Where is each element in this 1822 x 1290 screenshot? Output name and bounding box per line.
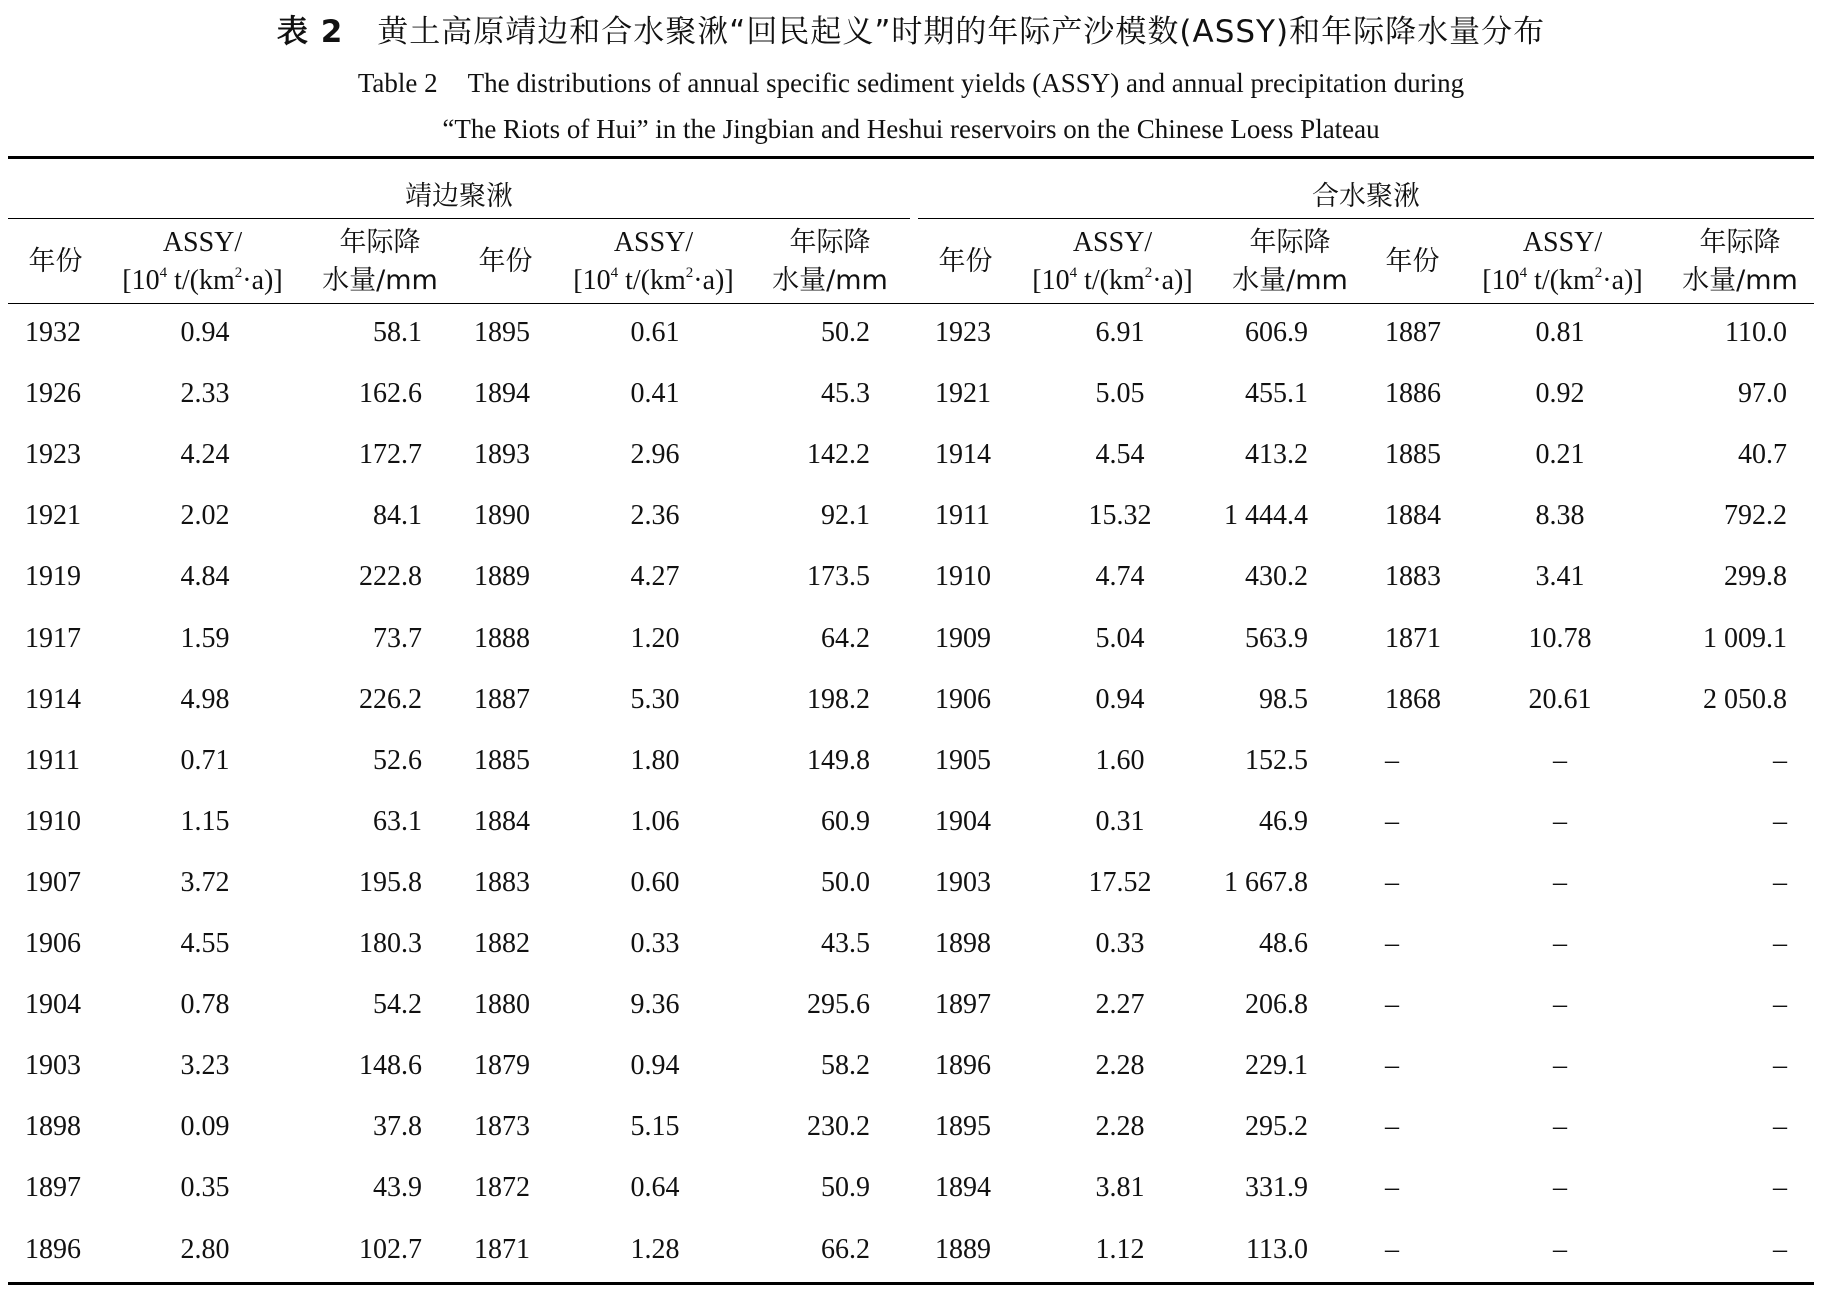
table-cell: – xyxy=(1773,1111,1787,1143)
table-cell: 331.9 xyxy=(1245,1172,1308,1204)
assy-unit-b: t/(km xyxy=(618,265,686,296)
table-cell: 3.72 xyxy=(180,866,230,898)
table-cell: 2.33 xyxy=(180,378,230,410)
table-cell: 4.74 xyxy=(1095,561,1145,593)
table-cell: 2.28 xyxy=(1095,1111,1145,1143)
table-cell: 20.61 xyxy=(1528,683,1592,715)
table-cell: 5.30 xyxy=(630,683,680,715)
assy-label-line1: ASSY/ xyxy=(162,227,243,258)
table-cell: 1873 xyxy=(474,1111,530,1143)
table-cell: 1906 xyxy=(935,683,991,715)
table-cell: 1904 xyxy=(935,805,991,837)
col-header-assy-2 xyxy=(556,222,751,302)
assy-unit-a: [10 xyxy=(573,265,611,296)
table-cell: – xyxy=(1553,989,1567,1021)
table-cell: 0.94 xyxy=(180,317,230,348)
table-cell: 58.1 xyxy=(373,317,422,348)
precip-label-line1: 年际降 xyxy=(339,227,421,258)
table-cell: 9.36 xyxy=(630,989,680,1021)
table-row xyxy=(0,974,1822,1035)
bottom-rule xyxy=(8,1282,1814,1285)
table-cell: – xyxy=(1553,805,1567,837)
table-cell: 606.9 xyxy=(1245,317,1308,348)
table-cell: 1914 xyxy=(25,683,81,715)
table-cell: 1.12 xyxy=(1095,1233,1145,1265)
assy-unit-sup2: 2 xyxy=(234,265,243,281)
table-cell: 2.96 xyxy=(630,439,680,471)
table-title-english-line2 xyxy=(0,114,1822,145)
table-cell: 1.60 xyxy=(1095,744,1145,776)
table-cell: 226.2 xyxy=(359,683,422,715)
table-cell: – xyxy=(1773,928,1787,959)
table-cell: 1.28 xyxy=(630,1233,680,1265)
table-cell: – xyxy=(1385,1233,1399,1265)
table-cell: 97.0 xyxy=(1738,378,1787,410)
table-cell: 1904 xyxy=(25,989,81,1021)
table-cell: 4.98 xyxy=(180,683,230,715)
table-cell: – xyxy=(1773,744,1787,776)
table-cell: 1885 xyxy=(1385,439,1441,471)
table-cell: 162.6 xyxy=(359,378,422,410)
table-cell: – xyxy=(1385,805,1399,837)
table-cell: 0.61 xyxy=(630,317,680,348)
table-cell: 1906 xyxy=(25,928,81,959)
col-header-year-1 xyxy=(8,222,103,302)
table-cell: – xyxy=(1385,1111,1399,1143)
assy-label-line1: ASSY/ xyxy=(613,227,694,258)
table-cell: 1896 xyxy=(935,1050,991,1082)
table-row xyxy=(0,546,1822,607)
table-cell: 230.2 xyxy=(807,1111,870,1143)
table-cell: 1894 xyxy=(474,378,530,410)
table-cell: 1883 xyxy=(474,866,530,898)
table-cell: 222.8 xyxy=(359,561,422,593)
table-cell: 48.6 xyxy=(1259,928,1308,959)
table-cell: – xyxy=(1773,989,1787,1021)
table-cell: 206.8 xyxy=(1245,989,1308,1021)
table-cell: 1884 xyxy=(474,805,530,837)
table-cell: 1911 xyxy=(935,500,990,532)
table-row xyxy=(0,913,1822,974)
table-row xyxy=(0,1035,1822,1096)
assy-unit-sup1: 4 xyxy=(1069,265,1078,281)
table-cell: 0.60 xyxy=(630,866,680,898)
table-cell: – xyxy=(1385,989,1399,1021)
table-cell: – xyxy=(1553,866,1567,898)
table-number-en: Table 2 xyxy=(357,68,438,98)
table-cell: 17.52 xyxy=(1088,866,1152,898)
table-cell: 0.21 xyxy=(1535,439,1585,471)
table-cell: 1 444.4 xyxy=(1224,500,1308,532)
table-cell: 149.8 xyxy=(807,744,870,776)
table-cell: 110.0 xyxy=(1725,317,1787,348)
table-cell: 1 667.8 xyxy=(1224,866,1308,898)
table-row xyxy=(0,852,1822,913)
table-cell: 66.2 xyxy=(821,1233,870,1265)
table-cell: – xyxy=(1385,928,1399,959)
table-cell: 1889 xyxy=(474,561,530,593)
precip-label-line1: 年际降 xyxy=(1699,227,1781,258)
table-cell: 0.78 xyxy=(180,989,230,1021)
table-cell: 1888 xyxy=(474,622,530,654)
table-cell: 1895 xyxy=(474,317,530,348)
table-row xyxy=(0,424,1822,485)
table-cell: 1871 xyxy=(1385,622,1441,654)
table-cell: 2.02 xyxy=(180,500,230,532)
col-header-year-3 xyxy=(918,222,1013,302)
table-cell: – xyxy=(1773,1172,1787,1204)
table-cell: 152.5 xyxy=(1245,744,1308,776)
table-cell: 1872 xyxy=(474,1172,530,1204)
table-cell: 1910 xyxy=(935,561,991,593)
precip-label-line1: 年际降 xyxy=(1249,227,1331,258)
table-cell: 46.9 xyxy=(1259,805,1308,837)
table-cell: 1 009.1 xyxy=(1703,622,1787,654)
table-cell: 50.2 xyxy=(821,317,870,348)
table-cell: 84.1 xyxy=(373,500,422,532)
table-cell: 5.15 xyxy=(630,1111,680,1143)
table-cell: 40.7 xyxy=(1738,439,1787,471)
table-title-english-line1 xyxy=(0,68,1822,99)
assy-unit-line2 xyxy=(122,262,282,300)
table-cell: 1887 xyxy=(1385,317,1441,348)
table-cell: 1882 xyxy=(474,928,530,959)
col-header-assy-4 xyxy=(1465,222,1660,302)
table-cell: 198.2 xyxy=(807,683,870,715)
table-cell: – xyxy=(1553,1050,1567,1082)
table-cell: 0.41 xyxy=(630,378,680,410)
table-cell: 1880 xyxy=(474,989,530,1021)
table-cell: 1894 xyxy=(935,1172,991,1204)
table-cell: 1903 xyxy=(935,866,991,898)
table-cell: – xyxy=(1385,744,1399,776)
col-header-year-label: 年份 xyxy=(478,246,533,277)
group-rule-heshui xyxy=(918,218,1814,219)
table-cell: 60.9 xyxy=(821,805,870,837)
table-cell: 1871 xyxy=(474,1233,530,1265)
assy-unit-line2 xyxy=(1482,262,1642,300)
table-cell: 1898 xyxy=(25,1111,81,1143)
table-cell: 1885 xyxy=(474,744,530,776)
table-cell: 563.9 xyxy=(1245,622,1308,654)
table-caption-cn: 黄土高原靖边和合水聚湫“回民起义”时期的年际产沙模数(ASSY)和年际降水量分布 xyxy=(377,14,1546,50)
table-row xyxy=(0,730,1822,791)
table-cell: – xyxy=(1553,1233,1567,1265)
col-header-year-label: 年份 xyxy=(1385,246,1440,277)
table-cell: 1897 xyxy=(25,1172,81,1204)
col-header-precip-2 xyxy=(755,222,905,302)
table-cell: 0.09 xyxy=(180,1111,230,1143)
table-cell: 6.91 xyxy=(1095,317,1145,348)
table-cell: 37.8 xyxy=(373,1111,422,1143)
group-header-jingbian: 靖边聚湫 xyxy=(405,181,513,212)
col-header-year-2 xyxy=(458,222,553,302)
assy-label-line1: ASSY/ xyxy=(1072,227,1153,258)
table-cell: 1893 xyxy=(474,439,530,471)
table-cell: 1932 xyxy=(25,317,81,348)
table-cell: – xyxy=(1385,1050,1399,1082)
table-cell: 43.5 xyxy=(821,928,870,959)
table-cell: 52.6 xyxy=(373,744,422,776)
table-cell: – xyxy=(1553,1111,1567,1143)
table-cell: 1910 xyxy=(25,805,81,837)
table-cell: 1884 xyxy=(1385,500,1441,532)
table-cell: 1903 xyxy=(25,1050,81,1082)
table-cell: 1887 xyxy=(474,683,530,715)
table-cell: 1923 xyxy=(935,317,991,348)
table-cell: – xyxy=(1773,805,1787,837)
assy-unit-a: [10 xyxy=(1482,265,1520,296)
table-cell: 1907 xyxy=(25,866,81,898)
col-header-precip-3 xyxy=(1215,222,1365,302)
table-cell: – xyxy=(1773,1233,1787,1265)
assy-unit-a: [10 xyxy=(1032,265,1070,296)
table-cell: 4.27 xyxy=(630,561,680,593)
table-cell: 113.0 xyxy=(1246,1233,1308,1265)
table-row xyxy=(0,669,1822,730)
table-cell: 3.41 xyxy=(1535,561,1585,593)
table-cell: 1890 xyxy=(474,500,530,532)
table-row xyxy=(0,363,1822,424)
table-row xyxy=(0,608,1822,669)
assy-unit-sup2: 2 xyxy=(685,265,694,281)
table-row xyxy=(0,1219,1822,1280)
table-cell: 0.92 xyxy=(1535,378,1585,410)
table-cell: – xyxy=(1385,1172,1399,1204)
table-caption-en-2: “The Riots of Hui” in the Jingbian and Heshui reservoirs on the Chinese Loess Plateau xyxy=(442,114,1380,144)
assy-unit-b: t/(km xyxy=(1077,265,1145,296)
table-cell: 1.59 xyxy=(180,622,230,654)
table-cell: 0.94 xyxy=(630,1050,680,1082)
precip-label-line2: 水量/mm xyxy=(322,265,438,296)
table-cell: 2.36 xyxy=(630,500,680,532)
table-cell: 1895 xyxy=(935,1111,991,1143)
table-cell: 1905 xyxy=(935,744,991,776)
table-cell: – xyxy=(1773,866,1787,898)
table-row xyxy=(0,485,1822,546)
table-cell: – xyxy=(1385,866,1399,898)
table-cell: 4.24 xyxy=(180,439,230,471)
table-cell: 2.28 xyxy=(1095,1050,1145,1082)
table-cell: 15.32 xyxy=(1088,500,1152,532)
table-row xyxy=(0,302,1822,363)
table-cell: 4.84 xyxy=(180,561,230,593)
table-cell: 1883 xyxy=(1385,561,1441,593)
table-cell: 98.5 xyxy=(1259,683,1308,715)
table-cell: 0.33 xyxy=(630,928,680,959)
table-title-chinese xyxy=(0,6,1822,51)
table-cell: 1879 xyxy=(474,1050,530,1082)
assy-label-line1: ASSY/ xyxy=(1522,227,1603,258)
table-cell: 58.2 xyxy=(821,1050,870,1082)
table-cell: 295.6 xyxy=(807,989,870,1021)
table-cell: 180.3 xyxy=(359,928,422,959)
table-cell: 299.8 xyxy=(1724,561,1787,593)
assy-unit-line2 xyxy=(573,262,733,300)
table-row xyxy=(0,1096,1822,1157)
table-cell: 0.64 xyxy=(630,1172,680,1204)
table-cell: – xyxy=(1553,1172,1567,1204)
table-cell: 0.33 xyxy=(1095,928,1145,959)
table-cell: 4.54 xyxy=(1095,439,1145,471)
assy-unit-c: ·a)] xyxy=(242,265,283,296)
table-cell: 2 050.8 xyxy=(1703,683,1787,715)
precip-label-line2: 水量/mm xyxy=(772,265,888,296)
table-cell: 0.35 xyxy=(180,1172,230,1204)
table-cell: 73.7 xyxy=(373,622,422,654)
assy-unit-sup1: 4 xyxy=(159,265,168,281)
col-header-assy-1 xyxy=(105,222,300,302)
table-cell: 0.71 xyxy=(180,744,230,776)
table-cell: 1868 xyxy=(1385,683,1441,715)
table-cell: 792.2 xyxy=(1724,500,1787,532)
assy-unit-a: [10 xyxy=(122,265,160,296)
table-cell: 0.81 xyxy=(1535,317,1585,348)
table-cell: 4.55 xyxy=(180,928,230,959)
table-cell: 1898 xyxy=(935,928,991,959)
table-cell: 1923 xyxy=(25,439,81,471)
col-header-precip-1 xyxy=(305,222,455,302)
table-cell: 3.23 xyxy=(180,1050,230,1082)
table-cell: 5.04 xyxy=(1095,622,1145,654)
table-cell: 50.9 xyxy=(821,1172,870,1204)
assy-unit-b: t/(km xyxy=(1527,265,1595,296)
table-cell: 2.27 xyxy=(1095,989,1145,1021)
table-cell: 1919 xyxy=(25,561,81,593)
table-cell: 1889 xyxy=(935,1233,991,1265)
table-cell: 43.9 xyxy=(373,1172,422,1204)
table-cell: 1926 xyxy=(25,378,81,410)
table-cell: 1914 xyxy=(935,439,991,471)
assy-unit-line2 xyxy=(1032,262,1192,300)
table-number-cn: 表 2 xyxy=(276,14,344,50)
assy-unit-c: ·a)] xyxy=(693,265,734,296)
table-cell: 1921 xyxy=(935,378,991,410)
table-cell: 142.2 xyxy=(807,439,870,471)
col-header-precip-4 xyxy=(1665,222,1815,302)
table-cell: 455.1 xyxy=(1245,378,1308,410)
table-cell: 102.7 xyxy=(359,1233,422,1265)
table-cell: 5.05 xyxy=(1095,378,1145,410)
table-cell: 1.15 xyxy=(180,805,230,837)
assy-unit-b: t/(km xyxy=(167,265,235,296)
table-cell: – xyxy=(1553,744,1567,776)
table-cell: 3.81 xyxy=(1095,1172,1145,1204)
table-row xyxy=(0,791,1822,852)
table-cell: 295.2 xyxy=(1245,1111,1308,1143)
precip-label-line1: 年际降 xyxy=(789,227,871,258)
table-cell: 1886 xyxy=(1385,378,1441,410)
table-cell: 63.1 xyxy=(373,805,422,837)
table-cell: 1897 xyxy=(935,989,991,1021)
group-header-heshui: 合水聚湫 xyxy=(1312,181,1420,212)
table-cell: 413.2 xyxy=(1245,439,1308,471)
precip-label-line2: 水量/mm xyxy=(1232,265,1348,296)
table-cell: 1917 xyxy=(25,622,81,654)
assy-unit-sup1: 4 xyxy=(610,265,619,281)
table-cell: 430.2 xyxy=(1245,561,1308,593)
table-cell: 1911 xyxy=(25,744,80,776)
table-cell: 1.06 xyxy=(630,805,680,837)
top-rule xyxy=(8,156,1814,159)
table-cell: 148.6 xyxy=(359,1050,422,1082)
assy-unit-c: ·a)] xyxy=(1152,265,1193,296)
table-cell: 10.78 xyxy=(1528,622,1592,654)
table-cell: 229.1 xyxy=(1245,1050,1308,1082)
col-header-year-label: 年份 xyxy=(28,246,83,277)
table-cell: 2.80 xyxy=(180,1233,230,1265)
assy-unit-sup2: 2 xyxy=(1144,265,1153,281)
table-cell: 92.1 xyxy=(821,500,870,532)
table-cell: 45.3 xyxy=(821,378,870,410)
table-cell: 0.94 xyxy=(1095,683,1145,715)
table-cell: 1.20 xyxy=(630,622,680,654)
table-cell: 1921 xyxy=(25,500,81,532)
assy-unit-sup2: 2 xyxy=(1594,265,1603,281)
col-header-assy-3 xyxy=(1015,222,1210,302)
table-cell: 173.5 xyxy=(807,561,870,593)
group-rule-jingbian xyxy=(8,218,910,219)
col-header-year-label: 年份 xyxy=(938,246,993,277)
table-cell: 64.2 xyxy=(821,622,870,654)
table-cell: 50.0 xyxy=(821,866,870,898)
table-cell: 1.80 xyxy=(630,744,680,776)
table-cell: – xyxy=(1553,928,1567,959)
table-cell: 8.38 xyxy=(1535,500,1585,532)
table-cell: 0.31 xyxy=(1095,805,1145,837)
table-caption-en-1: The distributions of annual specific sediment yields (ASSY) and annual precipitation during xyxy=(467,68,1465,98)
table-cell: 1896 xyxy=(25,1233,81,1265)
table-cell: 1909 xyxy=(935,622,991,654)
table-cell: 172.7 xyxy=(359,439,422,471)
precip-label-line2: 水量/mm xyxy=(1682,265,1798,296)
table-cell: 195.8 xyxy=(359,866,422,898)
table-cell: 54.2 xyxy=(373,989,422,1021)
table-row xyxy=(0,1157,1822,1218)
assy-unit-c: ·a)] xyxy=(1602,265,1643,296)
table-cell: – xyxy=(1773,1050,1787,1082)
col-header-year-4 xyxy=(1365,222,1460,302)
assy-unit-sup1: 4 xyxy=(1519,265,1528,281)
